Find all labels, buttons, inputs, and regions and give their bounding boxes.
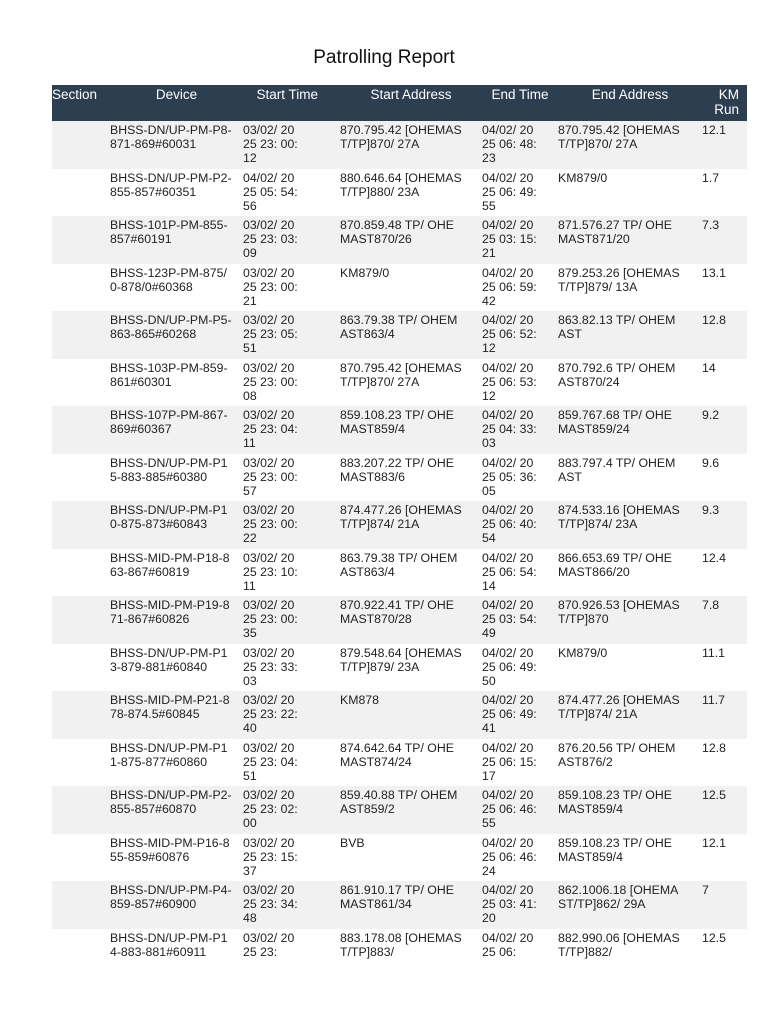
cell-section <box>52 834 110 882</box>
cell-start-address <box>340 596 482 644</box>
cell-device <box>110 311 243 359</box>
cell-end-time-text: 04/02/ 2025 06: 48:23 <box>482 123 537 166</box>
cell-device <box>110 881 243 929</box>
cell-start-time-text: 03/02/ 2025 23: 00:12 <box>243 123 298 166</box>
cell-end-time <box>482 596 558 644</box>
cell-device-text: BHSS-MID-PM-P19-871-867#60826 <box>110 598 230 627</box>
table-row <box>52 881 747 929</box>
cell-end-address-text: 882.990.06 [OHEMAST/TP]882/ <box>558 930 680 959</box>
cell-device <box>110 786 243 834</box>
cell-start-address-text: 859.40.88 TP/ OHEMAST859/2 <box>340 788 458 817</box>
cell-end-address <box>558 739 702 787</box>
cell-start-time-text: 03/02/ 2025 23: 04:11 <box>243 408 298 451</box>
cell-device <box>110 216 243 264</box>
cell-start-address <box>340 549 482 597</box>
cell-end-address-text: 870.792.6 TP/ OHEMAST870/24 <box>558 360 676 389</box>
cell-start-address <box>340 691 482 739</box>
cell-start-address-text: 883.178.08 [OHEMAST/TP]883/ <box>340 930 462 959</box>
table-row <box>52 549 747 597</box>
table-row <box>52 929 747 977</box>
cell-start-time-text: 03/02/ 2025 23: 00:22 <box>243 503 298 546</box>
cell-end-address-text: 871.576.27 TP/ OHEMAST871/20 <box>558 218 672 247</box>
cell-end-time-text: 04/02/ 2025 03: 54:49 <box>482 598 537 641</box>
cell-start-address <box>340 881 482 929</box>
cell-end-address-text: 870.795.42 [OHEMAST/TP]870/ 27A <box>558 123 680 152</box>
cell-end-time <box>482 644 558 692</box>
cell-end-time-text: 04/02/ 2025 04: 33:03 <box>482 408 537 451</box>
cell-section <box>52 501 110 549</box>
table-row <box>52 644 747 692</box>
cell-end-time <box>482 834 558 882</box>
cell-start-address-text: 861.910.17 TP/ OHEMAST861/34 <box>340 883 454 912</box>
cell-end-address <box>558 691 702 739</box>
cell-device-text: BHSS-DN/UP-PM-P14-883-881#60911 <box>110 930 228 959</box>
cell-km-run <box>702 121 747 169</box>
table-row <box>52 406 747 454</box>
cell-start-time <box>243 169 340 217</box>
table-row <box>52 596 747 644</box>
cell-end-address <box>558 264 702 312</box>
cell-end-time-text: 04/02/ 2025 05: 36:05 <box>482 455 537 498</box>
cell-start-time-text: 03/02/ 2025 23: 00:21 <box>243 265 298 308</box>
table-row <box>52 501 747 549</box>
cell-start-address-text: 863.79.38 TP/ OHEMAST863/4 <box>340 550 458 579</box>
cell-end-address <box>558 216 702 264</box>
cell-end-time <box>482 739 558 787</box>
cell-end-address-text: 859.767.68 TP/ OHEMAST859/24 <box>558 408 672 437</box>
cell-device <box>110 454 243 502</box>
cell-end-time <box>482 311 558 359</box>
header-start-address: Start Address <box>340 85 482 121</box>
cell-start-time <box>243 644 340 692</box>
table-row <box>52 691 747 739</box>
cell-section <box>52 216 110 264</box>
cell-device <box>110 644 243 692</box>
cell-end-time <box>482 786 558 834</box>
cell-end-time <box>482 501 558 549</box>
patrolling-table <box>52 85 747 976</box>
cell-end-address <box>558 881 702 929</box>
cell-km-run-text: 14 <box>702 360 716 375</box>
cell-km-run <box>702 834 747 882</box>
cell-km-run <box>702 359 747 407</box>
cell-start-time-text: 03/02/ 2025 23: 03:09 <box>243 218 298 261</box>
cell-start-time-text: 03/02/ 2025 23: <box>243 930 295 959</box>
cell-km-run <box>702 501 747 549</box>
cell-section <box>52 786 110 834</box>
cell-section <box>52 454 110 502</box>
cell-end-address <box>558 501 702 549</box>
cell-device-text: BHSS-DN/UP-PM-P10-875-873#60843 <box>110 503 228 532</box>
cell-start-time <box>243 121 340 169</box>
cell-end-address-text: 874.533.16 [OHEMAST/TP]874/ 23A <box>558 503 680 532</box>
table-header <box>52 85 747 121</box>
cell-start-time <box>243 454 340 502</box>
cell-device <box>110 501 243 549</box>
table-body <box>52 121 747 976</box>
cell-start-address-text: KM878 <box>340 693 379 707</box>
cell-end-address <box>558 311 702 359</box>
header-section: Section <box>52 85 110 121</box>
cell-start-address-text: 874.642.64 TP/ OHEMAST874/24 <box>340 740 454 769</box>
cell-section <box>52 359 110 407</box>
cell-device-text: BHSS-DN/UP-PM-P15-883-885#60380 <box>110 455 228 484</box>
cell-start-address-text: 880.646.64 [OHEMAST/TP]880/ 23A <box>340 170 462 199</box>
cell-start-time-text: 03/02/ 2025 23: 10:11 <box>243 550 298 593</box>
cell-start-time <box>243 786 340 834</box>
cell-end-address <box>558 644 702 692</box>
cell-end-address <box>558 169 702 217</box>
cell-end-time-text: 04/02/ 2025 06: 52:12 <box>482 313 537 356</box>
cell-km-run <box>702 454 747 502</box>
header-start-time: Start Time <box>243 85 340 121</box>
cell-start-time-text: 03/02/ 2025 23: 15:37 <box>243 835 298 878</box>
cell-start-time <box>243 929 340 977</box>
cell-start-address <box>340 644 482 692</box>
cell-end-time <box>482 169 558 217</box>
cell-km-run <box>702 739 747 787</box>
cell-start-address <box>340 121 482 169</box>
cell-start-time <box>243 264 340 312</box>
cell-start-time-text: 03/02/ 2025 23: 00:08 <box>243 360 298 403</box>
table-row <box>52 786 747 834</box>
cell-start-time <box>243 549 340 597</box>
cell-end-address-text: 859.108.23 TP/ OHEMAST859/4 <box>558 788 672 817</box>
cell-start-address-text: 870.859.48 TP/ OHEMAST870/26 <box>340 218 454 247</box>
cell-section <box>52 691 110 739</box>
table-row <box>52 121 747 169</box>
cell-start-address-text: 863.79.38 TP/ OHEMAST863/4 <box>340 313 458 342</box>
cell-device-text: BHSS-103P-PM-859-861#60301 <box>110 360 228 389</box>
cell-start-address <box>340 216 482 264</box>
cell-km-run-text: 7 <box>702 883 709 897</box>
cell-device-text: BHSS-DN/UP-PM-P2-855-857#60870 <box>110 788 232 817</box>
cell-device-text: BHSS-DN/UP-PM-P11-875-877#60860 <box>110 740 228 769</box>
cell-km-run-text: 12.5 <box>702 930 726 945</box>
cell-end-time-text: 04/02/ 2025 06: 53:12 <box>482 360 537 403</box>
cell-end-address-text: 859.108.23 TP/ OHEMAST859/4 <box>558 835 672 864</box>
cell-km-run <box>702 311 747 359</box>
table-row <box>52 169 747 217</box>
header-km-run: KM Run <box>702 85 747 121</box>
cell-start-time-text: 03/02/ 2025 23: 34:48 <box>243 883 298 926</box>
cell-km-run-text: 9.3 <box>702 503 720 517</box>
cell-km-run-text: 13.1 <box>702 265 726 280</box>
cell-km-run <box>702 264 747 312</box>
cell-end-address <box>558 929 702 977</box>
cell-device-text: BHSS-107P-PM-867-869#60367 <box>110 408 228 437</box>
cell-start-address <box>340 311 482 359</box>
cell-km-run <box>702 644 747 692</box>
table-row <box>52 311 747 359</box>
cell-end-time <box>482 264 558 312</box>
cell-section <box>52 311 110 359</box>
cell-end-address-text: 874.477.26 [OHEMAST/TP]874/ 21A <box>558 693 680 722</box>
cell-end-time <box>482 216 558 264</box>
cell-km-run <box>702 406 747 454</box>
cell-section <box>52 739 110 787</box>
cell-start-time <box>243 691 340 739</box>
cell-device-text: BHSS-123P-PM-875/ 0-878/0#60368 <box>110 265 227 294</box>
cell-device <box>110 169 243 217</box>
cell-device <box>110 406 243 454</box>
cell-end-address-text: 883.797.4 TP/ OHEMAST <box>558 455 676 484</box>
table-row <box>52 359 747 407</box>
cell-start-address <box>340 834 482 882</box>
cell-end-time <box>482 881 558 929</box>
cell-end-time-text: 04/02/ 2025 06: 49:41 <box>482 693 537 736</box>
cell-start-time <box>243 501 340 549</box>
cell-end-time-text: 04/02/ 2025 06: 15:17 <box>482 740 537 783</box>
table-row <box>52 739 747 787</box>
cell-end-address <box>558 596 702 644</box>
cell-end-time <box>482 121 558 169</box>
cell-start-time <box>243 834 340 882</box>
cell-start-address <box>340 169 482 217</box>
cell-end-address <box>558 549 702 597</box>
cell-start-time-text: 03/02/ 2025 23: 00:57 <box>243 455 298 498</box>
cell-end-time <box>482 359 558 407</box>
table-row <box>52 834 747 882</box>
cell-start-address-text: 870.922.41 TP/ OHEMAST870/28 <box>340 598 454 627</box>
cell-km-run-text: 9.2 <box>702 408 720 422</box>
cell-start-time-text: 03/02/ 2025 23: 05:51 <box>243 313 298 356</box>
cell-start-address <box>340 454 482 502</box>
cell-device <box>110 549 243 597</box>
table-row <box>52 454 747 502</box>
cell-start-time-text: 03/02/ 2025 23: 33:03 <box>243 645 298 688</box>
cell-device-text: BHSS-DN/UP-PM-P2-855-857#60351 <box>110 170 232 199</box>
cell-km-run <box>702 929 747 977</box>
table-row <box>52 216 747 264</box>
cell-end-time-text: 04/02/ 2025 03: 41:20 <box>482 883 537 926</box>
cell-start-time <box>243 596 340 644</box>
cell-km-run <box>702 881 747 929</box>
cell-km-run-text: 12.5 <box>702 788 726 802</box>
cell-start-address <box>340 739 482 787</box>
cell-end-address <box>558 406 702 454</box>
cell-end-address-text: KM879/0 <box>558 170 608 185</box>
cell-km-run <box>702 549 747 597</box>
cell-km-run-text: 12.1 <box>702 835 726 850</box>
cell-section <box>52 929 110 977</box>
cell-section <box>52 644 110 692</box>
cell-km-run-text: 12.1 <box>702 123 726 137</box>
cell-end-time <box>482 406 558 454</box>
cell-start-address-text: 859.108.23 TP/ OHEMAST859/4 <box>340 408 454 437</box>
cell-device-text: BHSS-MID-PM-P16-855-859#60876 <box>110 835 230 864</box>
cell-start-address-text: 870.795.42 [OHEMAST/TP]870/ 27A <box>340 360 462 389</box>
cell-end-address <box>558 834 702 882</box>
cell-section <box>52 406 110 454</box>
cell-start-address <box>340 359 482 407</box>
cell-section <box>52 549 110 597</box>
cell-start-address-text: 883.207.22 TP/ OHEMAST883/6 <box>340 455 454 484</box>
cell-km-run-text: 11.7 <box>702 693 726 707</box>
cell-start-address <box>340 786 482 834</box>
cell-start-address-text: 870.795.42 [OHEMAST/TP]870/ 27A <box>340 123 462 152</box>
report-title: Patrolling Report <box>313 47 455 68</box>
cell-start-time-text: 03/02/ 2025 23: 02:00 <box>243 788 298 831</box>
cell-section <box>52 121 110 169</box>
cell-start-time <box>243 359 340 407</box>
cell-device <box>110 739 243 787</box>
cell-start-address-text: BVB <box>340 835 365 850</box>
cell-section <box>52 169 110 217</box>
cell-start-time-text: 03/02/ 2025 23: 22:40 <box>243 693 298 736</box>
cell-km-run-text: 7.8 <box>702 598 720 612</box>
cell-km-run-text: 12.8 <box>702 740 726 755</box>
cell-km-run-text: 1.7 <box>702 170 720 185</box>
cell-start-time <box>243 739 340 787</box>
cell-start-time-text: 04/02/ 2025 05: 54:56 <box>243 170 298 213</box>
cell-end-time-text: 04/02/ 2025 06: 49:55 <box>482 170 537 213</box>
cell-section <box>52 596 110 644</box>
cell-end-time-text: 04/02/ 2025 06: 46:55 <box>482 788 537 831</box>
cell-device <box>110 834 243 882</box>
cell-start-address-text: 874.477.26 [OHEMAST/TP]874/ 21A <box>340 503 462 532</box>
cell-end-time-text: 04/02/ 2025 06: 40:54 <box>482 503 537 546</box>
cell-km-run-text: 9.6 <box>702 455 720 470</box>
cell-km-run <box>702 169 747 217</box>
cell-device-text: BHSS-DN/UP-PM-P4-859-857#60900 <box>110 883 232 912</box>
cell-section <box>52 881 110 929</box>
cell-device <box>110 929 243 977</box>
cell-end-time-text: 04/02/ 2025 06: 54:14 <box>482 550 537 593</box>
cell-end-time-text: 04/02/ 2025 06: 49:50 <box>482 645 537 688</box>
cell-device <box>110 691 243 739</box>
cell-km-run-text: 11.1 <box>702 645 726 660</box>
cell-end-address <box>558 454 702 502</box>
cell-end-time <box>482 549 558 597</box>
cell-end-time <box>482 929 558 977</box>
cell-end-address-text: 879.253.26 [OHEMAST/TP]879/ 13A <box>558 265 680 294</box>
header-end-time: End Time <box>482 85 558 121</box>
cell-end-address-text: KM879/0 <box>558 645 608 660</box>
cell-end-address-text: 870.926.53 [OHEMAST/TP]870 <box>558 598 680 627</box>
cell-start-time <box>243 311 340 359</box>
cell-start-address <box>340 929 482 977</box>
cell-km-run <box>702 216 747 264</box>
cell-end-time <box>482 691 558 739</box>
cell-device-text: BHSS-DN/UP-PM-P13-879-881#60840 <box>110 645 228 674</box>
cell-section <box>52 264 110 312</box>
cell-end-address <box>558 786 702 834</box>
cell-start-address <box>340 501 482 549</box>
table-row <box>52 264 747 312</box>
cell-device <box>110 596 243 644</box>
cell-km-run-text: 7.3 <box>702 218 720 232</box>
cell-km-run <box>702 786 747 834</box>
header-end-address: End Address <box>558 85 702 121</box>
cell-end-address-text: 862.1006.18 [OHEMAST/TP]862/ 29A <box>558 883 679 912</box>
cell-device-text: BHSS-101P-PM-855-857#60191 <box>110 218 228 247</box>
cell-end-address <box>558 359 702 407</box>
cell-start-time-text: 03/02/ 2025 23: 04:51 <box>243 740 298 783</box>
cell-end-address-text: 876.20.56 TP/ OHEMAST876/2 <box>558 740 676 769</box>
cell-device-text: BHSS-MID-PM-P18-863-867#60819 <box>110 550 230 579</box>
cell-device-text: BHSS-DN/UP-PM-P5-863-865#60268 <box>110 313 232 342</box>
cell-start-address <box>340 406 482 454</box>
cell-start-time <box>243 881 340 929</box>
cell-end-time <box>482 454 558 502</box>
cell-start-time <box>243 406 340 454</box>
cell-end-address-text: 863.82.13 TP/ OHEMAST <box>558 313 676 342</box>
cell-start-address <box>340 264 482 312</box>
cell-start-time-text: 03/02/ 2025 23: 00:35 <box>243 598 298 641</box>
cell-device <box>110 264 243 312</box>
cell-start-time <box>243 216 340 264</box>
cell-start-address-text: KM879/0 <box>340 265 390 280</box>
cell-end-time-text: 04/02/ 2025 06: 46:24 <box>482 835 537 878</box>
cell-km-run <box>702 596 747 644</box>
cell-start-address-text: 879.548.64 [OHEMAST/TP]879/ 23A <box>340 645 462 674</box>
cell-device <box>110 121 243 169</box>
cell-end-time-text: 04/02/ 2025 06: 59:42 <box>482 265 537 308</box>
cell-device-text: BHSS-DN/UP-PM-P8-871-869#60031 <box>110 123 232 152</box>
header-row <box>52 85 747 121</box>
cell-end-time-text: 04/02/ 2025 06: <box>482 930 534 959</box>
cell-device-text: BHSS-MID-PM-P21-878-874.5#60845 <box>110 693 230 722</box>
cell-end-address-text: 866.653.69 TP/ OHEMAST866/20 <box>558 550 672 579</box>
cell-end-address <box>558 121 702 169</box>
cell-end-time-text: 04/02/ 2025 03: 15:21 <box>482 218 537 261</box>
header-device: Device <box>110 85 243 121</box>
cell-km-run-text: 12.4 <box>702 550 726 565</box>
cell-device <box>110 359 243 407</box>
cell-km-run <box>702 691 747 739</box>
cell-km-run-text: 12.8 <box>702 313 726 327</box>
